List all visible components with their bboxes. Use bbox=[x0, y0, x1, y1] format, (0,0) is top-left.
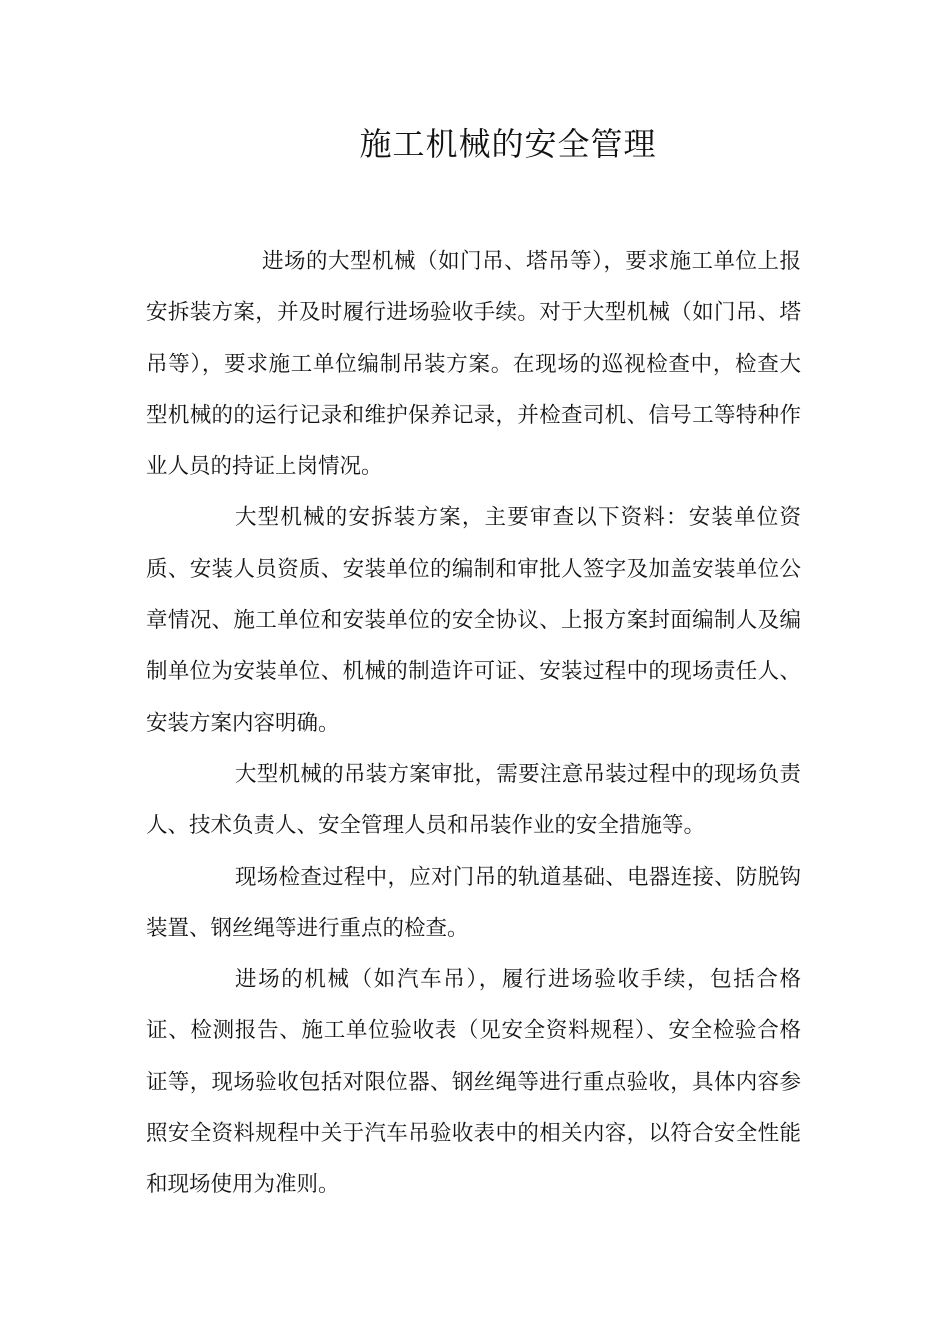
paragraph-1: 进场的大型机械（如门吊、塔吊等），要求施工单位上报安拆装方案，并及时履行进场验收手续。对于大型机械（如门吊、塔吊等），要求施工单位编制吊装方案。在现场的巡视检查中，检查大型机械的的运行记录和维护保养记录，并检查司机、信号工等特种作业人员的持证上岗情况。 bbox=[146, 249, 801, 480]
paragraph-5: 进场的机械（如汽车吊），履行进场验收手续，包括合格证、检测报告、施工单位验收表（见安全资料规程）、安全检验合格证等，现场验收包括对限位器、钢丝绳等进行重点验收，具体内容参照安全资料规程中关于汽车吊验收表中的相关内容，以符合安全性能和现场使用为准则。 bbox=[146, 967, 801, 1198]
document-body bbox=[146, 236, 801, 1211]
document-title: 施工机械的安全管理 bbox=[359, 125, 657, 163]
paragraph-2: 大型机械的安拆装方案，主要审查以下资料：安装单位资质、安装人员资质、安装单位的编制和审批人签字及加盖安装单位公章情况、施工单位和安装单位的安全协议、上报方案封面编制人及编制单位为安装单位、机械的制造许可证、安装过程中的现场责任人、安装方案内容明确。 bbox=[146, 505, 801, 736]
paragraph-4: 现场检查过程中，应对门吊的轨道基础、电器连接、防脱钩装置、钢丝绳等进行重点的检查。 bbox=[146, 864, 801, 941]
paragraph-3: 大型机械的吊装方案审批，需要注意吊装过程中的现场负责人、技术负责人、安全管理人员和吊装作业的安全措施等。 bbox=[146, 761, 801, 839]
